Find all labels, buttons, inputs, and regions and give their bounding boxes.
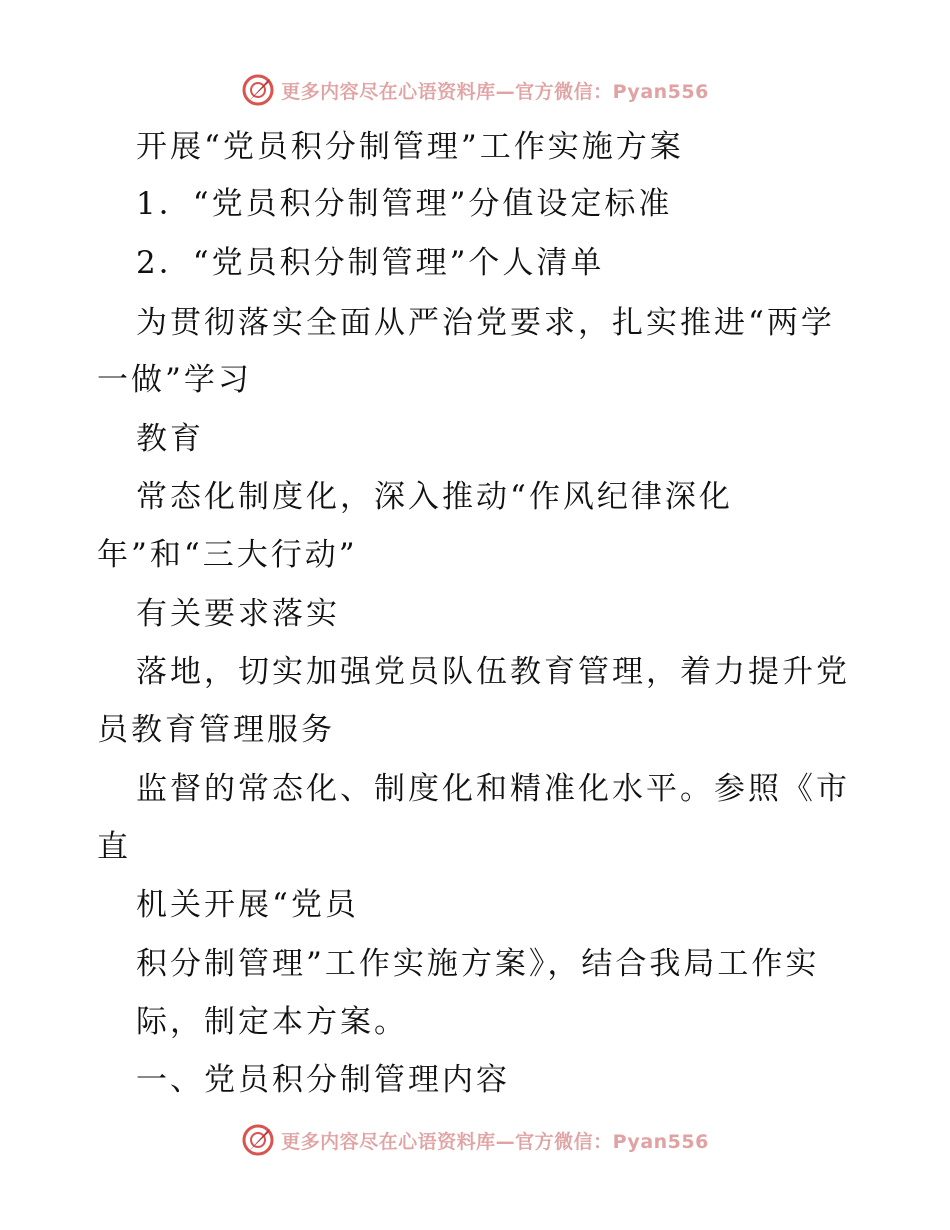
quill-logo-icon [241,1123,275,1157]
document-line: 有关要求落实 [136,596,340,632]
document-line: 2．“党员积分制管理”个人清单 [136,245,605,281]
document-title: 开展“党员积分制管理”工作实施方案 [136,129,684,165]
document-line: 机关开展“党员 [136,887,359,923]
document-line: 积分制管理”工作实施方案》，结合我局工作实 [136,946,820,982]
document-line: 员教育管理服务 [97,712,335,748]
document-line: 际，制定本方案。 [136,1004,408,1040]
document-line: 年”和“三大行动” [97,537,358,573]
document-line: 教育 [136,421,204,457]
document-line: 直 [97,829,131,865]
document-line: 常态化制度化，深入推动“作风纪律深化 [136,479,733,515]
document-line: 监督的常态化、制度化和精准化水平。参照《市 [136,771,850,807]
footer-watermark-text: 更多内容尽在心语资料库—官方微信：Pyan556 [281,1130,709,1153]
document-line: 1．“党员积分制管理”分值设定标准 [136,186,673,222]
quill-logo-icon [241,73,275,107]
footer-watermark-banner [0,1120,950,1160]
document-line: 一做”学习 [97,362,252,398]
section-heading: 一、党员积分制管理内容 [136,1062,510,1098]
document-line: 落地，切实加强党员队伍教育管理，着力提升党 [136,654,850,690]
document-line: 为贯彻落实全面从严治党要求，扎实推进“两学 [136,305,835,341]
header-watermark-text: 更多内容尽在心语资料库—官方微信：Pyan556 [281,80,709,103]
header-watermark-banner [0,70,950,110]
